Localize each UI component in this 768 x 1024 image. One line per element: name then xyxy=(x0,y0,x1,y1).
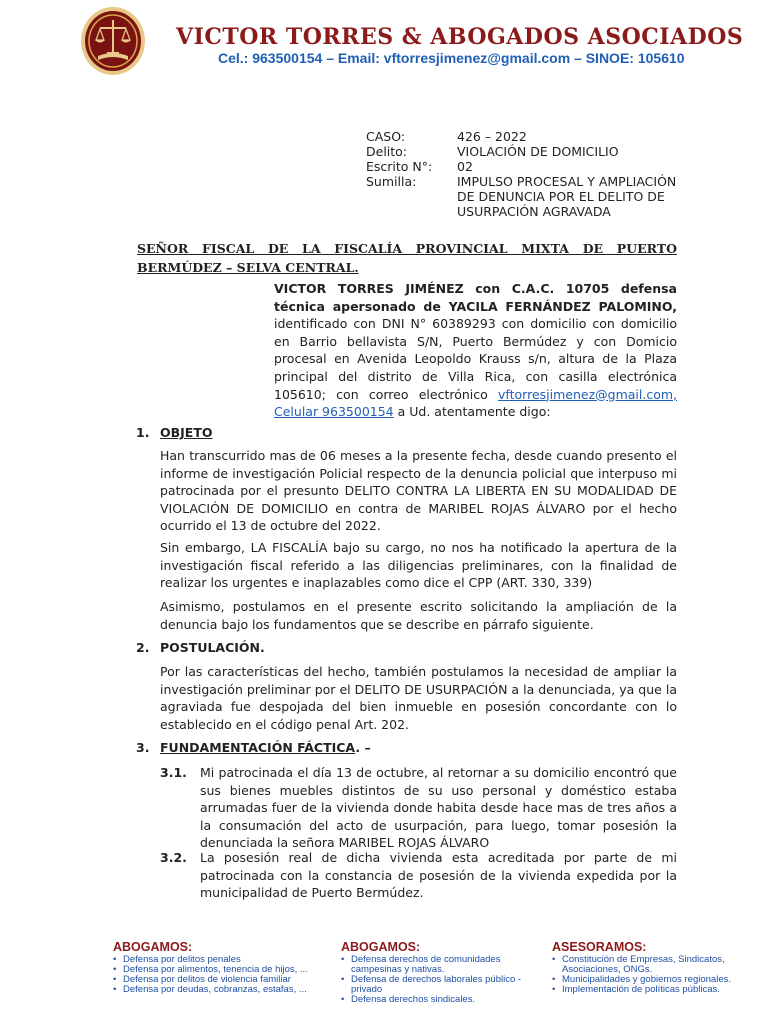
footer-item: • Defensa de derechos laborales público - privado xyxy=(341,975,531,995)
paragraph: Por las características del hecho, también postulamos la necesidad de ampliar la investigación preliminar por el DELITO DE USURPACIÓN a la denunciada, ya que la agraviada fue despojada del bien inmueble en posesión concordante con lo establecido en el código penal Art. 202. xyxy=(160,664,677,732)
email-label: – Email: xyxy=(322,50,384,66)
email-link[interactable]: vftorresjimenez@gmail.com, xyxy=(498,386,677,402)
footer-column-title: ASESORAMOS: xyxy=(552,940,647,954)
footer-item: • Implementación de políticas públicas. xyxy=(552,985,752,995)
scales-of-justice-icon xyxy=(80,6,146,76)
section-number: 1. xyxy=(136,425,150,440)
sinoe-label: – SINOE: xyxy=(570,50,638,66)
section-title: OBJETO xyxy=(160,425,213,440)
phone-link[interactable]: Celular 963500154 xyxy=(274,404,394,420)
intro-paragraph xyxy=(274,280,677,421)
footer-item: • Defensa por alimentos, tenencia de hijos, ... xyxy=(113,965,333,975)
intro-lead: VICTOR TORRES JIMÉNEZ con C.A.C. 10705 defensa técnica apersonado de YACILA FERNÁNDEZ PALOMINO, xyxy=(274,281,677,314)
sinoe-value: 105610 xyxy=(637,50,685,66)
section-heading-fundamentacion xyxy=(136,740,371,755)
footer-item: • Municipalidades y gobiernos regionales. xyxy=(552,975,752,985)
footer-column-abogamos-1 xyxy=(113,940,333,995)
footer-column-abogamos-2 xyxy=(341,940,531,1005)
subitem xyxy=(160,764,677,852)
case-key: Sumilla: xyxy=(366,174,417,189)
section-suffix: . – xyxy=(355,740,371,755)
addressee: SEÑOR FISCAL DE LA FISCALÍA PROVINCIAL MIXTA DE PUERTO BERMÚDEZ – SELVA CENTRAL. xyxy=(137,241,677,275)
section-title: FUNDAMENTACIÓN FÁCTICA xyxy=(160,740,356,755)
firm-logo xyxy=(80,6,146,76)
paragraph: Asimismo, postulamos en el presente escrito solicitando la ampliación de la denuncia bajo los fundamentos que se describe en párrafo siguiente. xyxy=(160,599,677,632)
footer-list xyxy=(552,955,752,995)
footer-column-title: ABOGAMOS: xyxy=(341,940,421,954)
footer-item: • Constitución de Empresas, Sindicatos, Asociaciones, ONGs. xyxy=(552,955,752,975)
cel-label: Cel.: xyxy=(218,50,253,66)
intro-closing: a Ud. atentamente digo: xyxy=(393,404,551,420)
footer-item: • Defensa derechos de comunidades campesinas y nativas. xyxy=(341,955,531,975)
footer-list xyxy=(113,955,333,995)
cel-value: 963500154 xyxy=(252,50,323,66)
email-value: vftorresjimenez@gmail.com xyxy=(383,50,571,66)
footer-column-asesoramos xyxy=(552,940,752,995)
case-row xyxy=(366,159,687,174)
subitem-number: 3.2. xyxy=(160,850,187,865)
case-key: Escrito N°: xyxy=(366,159,433,174)
case-key: Delito: xyxy=(366,144,408,159)
case-row xyxy=(366,144,687,159)
case-value: IMPULSO PROCESAL Y AMPLIACIÓN DE DENUNCIA POR EL DELITO DE USURPACIÓN AGRAVADA xyxy=(457,174,677,219)
footer-column-title: ABOGAMOS: xyxy=(113,940,193,954)
section-heading-objeto xyxy=(136,425,213,440)
footer-item: • Defensa por deudas, cobranzas, estafas, ... xyxy=(113,985,333,995)
footer-item: • Defensa por delitos penales xyxy=(113,955,333,965)
intro-body: identificado con DNI N° 60389293 con domicilio con domicilio en Barrio bellavista S/N, Puerto Bermúdez y con Domicio procesal en Avenida Leopoldo Krauss s/n, altura de la Plaza principal del distrito de Villa Rica, con casilla electrónica 105610; con correo electrónico xyxy=(274,316,677,402)
subitem xyxy=(160,849,677,902)
case-row xyxy=(366,174,687,219)
subitem-number: 3.1. xyxy=(160,765,187,780)
case-key: CASO: xyxy=(366,129,406,144)
footer-item: • Defensa por delitos de violencia familiar xyxy=(113,975,333,985)
case-value: VIOLACIÓN DE DOMICILIO xyxy=(457,144,619,159)
footer-list xyxy=(341,955,531,1005)
footer-item: • Defensa derechos sindicales. xyxy=(341,995,531,1005)
case-value: 02 xyxy=(457,159,473,174)
subitem-text: Mi patrocinada el día 13 de octubre, al retornar a su domicilio encontró que sus bienes muebles distintos de su uso personal y doméstico estaba arrumadas fuer de la vivienda donde habita desde hace mas de tres años a la consumación del acto de usurpación, para luego, tomar posesión la denunciada la señora MARIBEL ROJAS ÁLVARO xyxy=(200,765,677,851)
contact-line xyxy=(218,50,685,66)
case-row xyxy=(366,129,687,144)
section-heading-postulacion xyxy=(136,640,265,655)
section-title: POSTULACIÓN. xyxy=(160,640,265,655)
paragraph: Sin embargo, LA FISCALÍA bajo su cargo, no nos ha notificado la apertura de la investigación fiscal referido a las diligencias preliminares, con la finalidad de realizar los urgentes e inaplazables como dice el CPP (ART. 330, 339) xyxy=(160,540,677,591)
case-info xyxy=(366,129,687,219)
subitem-text: La posesión real de dicha vivienda esta acreditada por parte de mi patrocinada con la constancia de posesión de la vivienda expedida por la municipalidad de Puerto Bermúdez. xyxy=(200,850,677,901)
case-value: 426 – 2022 xyxy=(457,129,527,144)
section-number: 3. xyxy=(136,740,150,755)
firm-name: VICTOR TORRES & ABOGADOS ASOCIADOS xyxy=(176,24,744,50)
paragraph: Han transcurrido mas de 06 meses a la presente fecha, desde cuando presento el informe de investigación Policial respecto de la denuncia policial que interpuso mi patrocinada por el presunto DELITO CONTRA LA LIBERTA EN SU MODALIDAD DE VIOLACIÓN DE DOMICILIO en contra de MARIBEL ROJAS ÁLVARO por el hecho ocurrido el 13 de octubre del 2022. xyxy=(160,448,677,534)
section-number: 2. xyxy=(136,640,150,655)
